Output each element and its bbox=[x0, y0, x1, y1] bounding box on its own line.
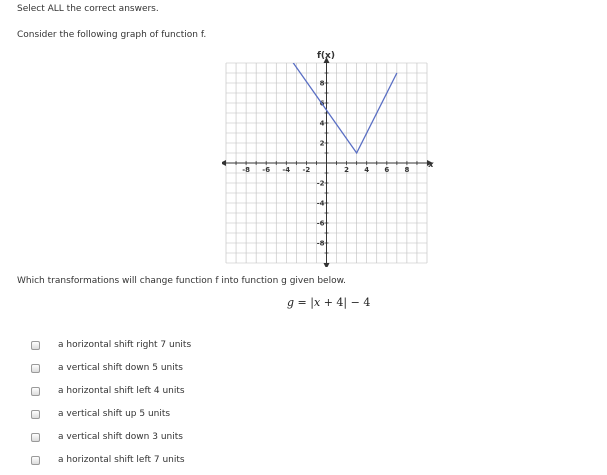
answer-label: a vertical shift down 5 units bbox=[58, 363, 183, 373]
x-tick-label: -8 bbox=[242, 166, 250, 174]
equation-minus: − bbox=[350, 296, 360, 309]
transformation-question: Which transformations will change function f into function g given below. bbox=[17, 276, 346, 286]
equation-equals: = bbox=[297, 296, 307, 309]
answer-choice[interactable] bbox=[31, 361, 183, 375]
x-tick-label: 8 bbox=[404, 166, 410, 174]
x-tick-label: -6 bbox=[262, 166, 271, 174]
y-axis-label: f(x) bbox=[317, 51, 335, 61]
equation-plus: + bbox=[323, 296, 333, 309]
y-tick-label: 4 bbox=[319, 119, 325, 128]
answer-label: a horizontal shift left 4 units bbox=[58, 386, 185, 396]
answer-checkbox[interactable] bbox=[31, 410, 40, 419]
answer-choice[interactable] bbox=[31, 384, 185, 398]
graph-axes bbox=[222, 57, 433, 267]
instruction-text: Select ALL the correct answers. bbox=[17, 4, 159, 14]
function-g-equation bbox=[287, 296, 370, 309]
answer-label: a horizontal shift left 7 units bbox=[58, 455, 185, 465]
x-tick-label: -4 bbox=[282, 166, 291, 174]
answer-label: a horizontal shift right 7 units bbox=[58, 340, 192, 350]
equation-inner-constant: 4 bbox=[336, 296, 344, 309]
equation-bar-open: | bbox=[310, 296, 314, 309]
y-tick-label: -2 bbox=[316, 179, 325, 188]
equation-outer-constant: 4 bbox=[363, 296, 371, 309]
answer-choice[interactable] bbox=[31, 407, 170, 421]
answer-checkbox[interactable] bbox=[31, 387, 40, 396]
answer-choice[interactable] bbox=[31, 453, 185, 467]
y-tick-label: -4 bbox=[316, 199, 325, 208]
answer-label: a vertical shift down 3 units bbox=[58, 432, 183, 442]
y-tick-label: 2 bbox=[319, 139, 325, 148]
answer-checkbox[interactable] bbox=[31, 433, 40, 442]
x-tick-label: 6 bbox=[384, 166, 390, 174]
answer-checkbox[interactable] bbox=[31, 456, 40, 465]
answer-choice[interactable] bbox=[31, 430, 183, 444]
equation-variable: x bbox=[313, 296, 321, 309]
y-tick-label: 6 bbox=[319, 99, 325, 108]
answer-checkbox[interactable] bbox=[31, 364, 40, 373]
y-tick-label: 8 bbox=[319, 79, 325, 88]
y-tick-label: -6 bbox=[316, 219, 325, 228]
x-axis-label: x bbox=[428, 160, 434, 169]
equation-bar-close: | bbox=[343, 296, 348, 309]
y-tick-label: -8 bbox=[316, 239, 325, 248]
x-tick-label: -2 bbox=[302, 166, 311, 174]
answer-label: a vertical shift up 5 units bbox=[58, 409, 171, 419]
answer-checkbox[interactable] bbox=[31, 341, 40, 350]
function-graph bbox=[222, 42, 434, 267]
answer-choice[interactable] bbox=[31, 338, 191, 352]
y-axis-arrow-down bbox=[324, 263, 330, 267]
x-tick-label: 4 bbox=[364, 166, 370, 174]
x-axis-arrow-left bbox=[222, 160, 226, 166]
x-tick-label: 2 bbox=[344, 166, 350, 174]
question-prompt: Consider the following graph of function f. bbox=[17, 30, 207, 40]
equation-lhs: g bbox=[287, 296, 295, 309]
